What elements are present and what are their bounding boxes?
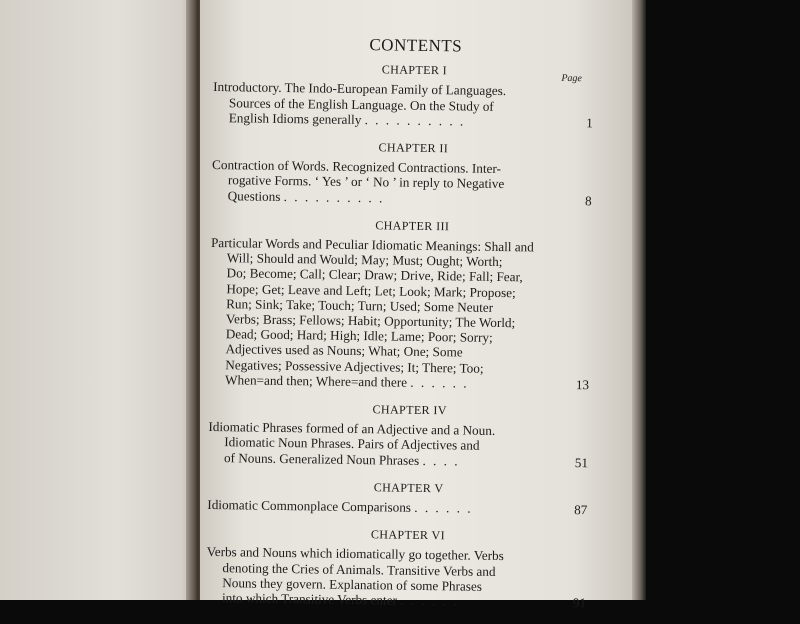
chapter-entry bbox=[208, 419, 589, 470]
page-number: 91 bbox=[572, 595, 587, 611]
chapter-entry bbox=[207, 497, 587, 518]
entry-line: Sources of the English Language. On the Study of bbox=[228, 94, 494, 114]
chapter-3 bbox=[209, 216, 591, 393]
chapter-entry bbox=[209, 235, 591, 392]
entry-line: Questions . . . . . . . . . . bbox=[227, 187, 385, 206]
entry-line: rogative Forms. ‘ Yes ’ or ‘ No ’ in reply to Negative bbox=[227, 172, 505, 192]
chapter-entry bbox=[213, 79, 594, 130]
entry-line: Hope; Get; Leave and Left; Let; Look; Mark; Propose; bbox=[226, 280, 516, 300]
chapter-title: CHAPTER I bbox=[381, 62, 448, 78]
entry-line: Will; Should and Would; May; Must; Ought; Worth; bbox=[226, 250, 503, 270]
page-number: 51 bbox=[574, 454, 589, 470]
chapter-title: CHAPTER III bbox=[375, 218, 450, 234]
entry-line: Verbs and Nouns which idiomatically go together. Verbs bbox=[206, 544, 504, 564]
chapter-title: CHAPTER II bbox=[378, 140, 449, 156]
entry-line: Idiomatic Phrases formed of an Adjective and a Noun. bbox=[208, 419, 496, 439]
page-column-label: Page bbox=[561, 72, 582, 85]
entry-line: Do; Become; Call; Clear; Draw; Drive, Ride; Fall; Fear, bbox=[226, 265, 523, 285]
chapter-entry bbox=[206, 544, 587, 610]
entry-line: Verbs; Brass; Fellows; Habit; Opportunity; The World; bbox=[225, 311, 516, 331]
page-number: 87 bbox=[574, 502, 588, 518]
chapter-1 bbox=[213, 60, 594, 130]
contents-title: CONTENTS bbox=[369, 35, 463, 56]
page-edge-shadow bbox=[632, 0, 646, 600]
entry-line: into which Transitive Verbs enter . . . . . . bbox=[221, 590, 459, 609]
entry-line: English Idioms generally . . . . . . . . . . bbox=[228, 110, 466, 129]
left-blank-page bbox=[0, 0, 196, 600]
chapter-title: CHAPTER VI bbox=[370, 527, 446, 543]
chapter-title: CHAPTER IV bbox=[372, 402, 447, 418]
chapter-6 bbox=[206, 525, 587, 610]
entry-line: Contraction of Words. Recognized Contractions. Inter- bbox=[212, 157, 502, 177]
page-number: 8 bbox=[584, 192, 592, 208]
entry-line: Run; Sink; Take; Touch; Turn; Used; Some Neuter bbox=[226, 296, 494, 315]
entry-line: Introductory. The Indo-European Family of Languages. bbox=[213, 79, 507, 99]
entry-line: Adjectives used as Nouns; What; One; Some bbox=[225, 341, 463, 360]
chapter-4 bbox=[208, 400, 589, 470]
entry-line: denoting the Cries of Animals. Transitive Verbs and bbox=[222, 559, 496, 579]
entry-line: When=and then; Where=and there . . . . . . bbox=[225, 372, 469, 391]
entry-line: Particular Words and Peculiar Idiomatic Meanings: Shall and bbox=[210, 235, 534, 255]
entry-line: Idiomatic Noun Phrases. Pairs of Adjectives and bbox=[224, 434, 480, 454]
entry-line: Idiomatic Commonplace Comparisons . . . . . . bbox=[207, 497, 473, 516]
entry-line: Negatives; Possessive Adjectives; It; There; Too; bbox=[225, 356, 484, 376]
chapter-5 bbox=[207, 478, 587, 518]
contents-text-block bbox=[206, 30, 594, 624]
chapter-entry bbox=[212, 157, 593, 208]
page-number: 13 bbox=[575, 376, 590, 393]
page-number: 1 bbox=[586, 115, 593, 131]
chapter-title: CHAPTER V bbox=[373, 480, 444, 496]
chapter-2 bbox=[212, 138, 593, 208]
entry-line: Dead; Good; Hard; High; Idle; Lame; Poor; Sorry; bbox=[225, 326, 493, 346]
entry-line: Nouns they govern. Explanation of some Phrases bbox=[222, 575, 483, 594]
entry-line: of Nouns. Generalized Noun Phrases . . . . bbox=[223, 449, 460, 469]
